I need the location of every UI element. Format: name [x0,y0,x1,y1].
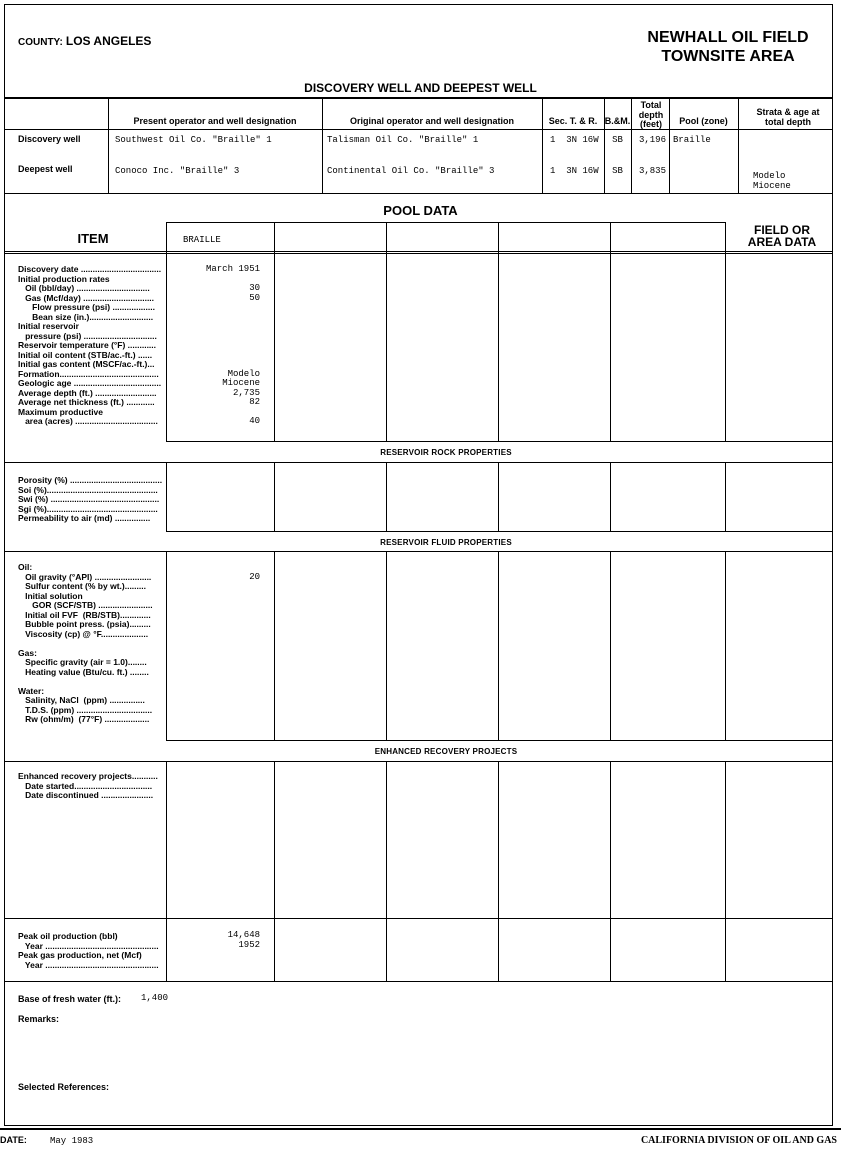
rule [4,918,833,919]
county-label: COUNTY: [18,37,63,48]
deepest-present-operator: Conoco Inc. "Braille" 3 [115,166,240,176]
enhanced-recovery-title: ENHANCED RECOVERY PROJECTS [374,747,518,756]
col-strata-age: Strata & age at total depth [756,107,820,127]
rule [610,462,611,531]
reservoir-fluid-title: RESERVOIR FLUID PROPERTIES [380,538,512,547]
rule [4,193,833,194]
rule [669,99,670,193]
rule [322,99,323,193]
agency-name: CALIFORNIA DIVISION OF OIL AND GAS [640,1135,837,1146]
rule [108,99,109,193]
rule [4,253,833,254]
rule [498,462,499,531]
col-bm: B.&M. [604,116,631,126]
discovery-well-label: Discovery well [18,134,81,144]
peak-items-list: Peak oil production (bbl) Year ................................................ Peak gas production, net (Mcf) Year ................................................ [18,931,159,970]
col-pool-zone: Pool (zone) [679,116,728,126]
braille-general-values: March 1951 30 50 Modelo Miocene 2,735 82 40 [205,264,260,426]
date-label: DATE: [0,1135,27,1145]
general-items-list: Discovery date .................................. Initial production rates Oil (bbl/day) ............................... Gas (Mcf/day) .............................. Flow pressure (psi) .................. Bean size (in.)........................... Initial reservoir pressure (psi) ............................... Reservoir temperature (°F) ............ Initial oil content (STB/ac.-ft.) ...... Initial gas content (MSCF/ac.-ft.)... Formation.......................................... Geologic age ..................................... Average depth (ft.) .......................... Average net thickness (ft.) ............ Maximum productive area (acres) ................................... [18,264,162,426]
deepest-well-label: Deepest well [18,164,73,174]
discovery-sec-t-r: 1 3N 16W [550,135,599,145]
county-line [18,34,151,48]
rule [166,551,167,740]
deepest-bm: SB [612,166,623,176]
rule [4,981,833,982]
rule [738,99,739,193]
rock-items-list: Porosity (%) ....................................... Soi (%)............................................... Swi (%) .............................................. Sgi (%)............................................... Permeability to air (md) ............... [18,475,163,523]
rule [498,761,499,981]
rule [4,129,833,130]
rule [725,551,726,740]
deepest-depth: 3,835 [638,166,666,176]
fresh-water-label: Base of fresh water (ft.): [18,994,122,1004]
rule [274,551,275,740]
braille-fluid-values: 20 [249,571,260,582]
reservoir-rock-title: RESERVOIR ROCK PROPERTIES [380,448,512,457]
rule [4,462,833,463]
rule [725,462,726,531]
col-sec-t-r: Sec. T. & R. [548,116,598,126]
enhanced-items-list: Enhanced recovery projects........... Date started................................. Date discontinued ...................... [18,771,158,800]
field-title-line2: TOWNSITE AREA [661,48,795,65]
rule [631,99,632,193]
rule [604,99,605,193]
rule [166,462,167,531]
pool-data-title: POOL DATA [383,203,458,218]
rule [166,222,167,441]
fresh-water-value: 1,400 [141,993,169,1003]
rule [498,222,499,441]
rule [166,761,167,981]
rule [4,761,833,762]
rule [386,551,387,740]
item-header: ITEM [77,231,109,246]
deepest-strata: Modelo Miocene [753,171,791,191]
references-label: Selected References: [18,1082,110,1092]
pool-name: BRAILLE [183,235,221,245]
rule [166,441,833,442]
remarks-label: Remarks: [18,1014,60,1024]
date-value: May 1983 [50,1136,94,1146]
rule [166,222,726,223]
discovery-original-operator: Talisman Oil Co. "Braille" 1 [327,135,479,145]
field-title [628,28,828,66]
rule [274,222,275,441]
rule [4,551,833,552]
rule [498,551,499,740]
rule [725,761,726,981]
rule [4,97,833,99]
county-value: LOS ANGELES [65,34,152,48]
rule [610,222,611,441]
rule [4,251,833,252]
rule [386,462,387,531]
rule [725,222,726,441]
rule [610,761,611,981]
rule [274,462,275,531]
fluid-items-list: Oil: Oil gravity (°API) ........................ Sulfur content (% by wt.)......... Initial solution GOR (SCF/STB) ....................... Initial oil FVF (RB/STB)............. Bubble point press. (psia)......... Viscosity (cp) @ °F.................... Gas: Specific gravity (air = 1.0)........ Heating value (Btu/cu. ft.) ........ Water: Salinity, NaCl (ppm) ............... T.D.S. (ppm) ................................ Rw (ohm/m) (77°F) ................... [18,562,153,724]
deepest-original-operator: Continental Oil Co. "Braille" 3 [327,166,495,176]
rule [386,761,387,981]
discovery-pool: Braille [673,135,711,145]
deepest-sec-t-r: 1 3N 16W [550,166,599,176]
rule [274,761,275,981]
rule [166,740,833,741]
field-title-line1: NEWHALL OIL FIELD [647,29,809,46]
col-original-operator: Original operator and well designation [349,116,515,126]
rule [542,99,543,193]
rule [610,551,611,740]
discovery-bm: SB [612,135,623,145]
wells-section-title: DISCOVERY WELL AND DEEPEST WELL [304,81,537,95]
rule [0,1128,841,1130]
rule [386,222,387,441]
field-area-header: FIELD OR AREA DATA [747,223,817,249]
braille-peak-values: 14,648 1952 [227,930,260,950]
col-total-depth: Total depth (feet) [638,100,664,129]
discovery-present-operator: Southwest Oil Co. "Braille" 1 [115,135,272,145]
col-present-operator: Present operator and well designation [133,116,297,126]
discovery-depth: 3,196 [638,135,666,145]
rule [166,531,833,532]
